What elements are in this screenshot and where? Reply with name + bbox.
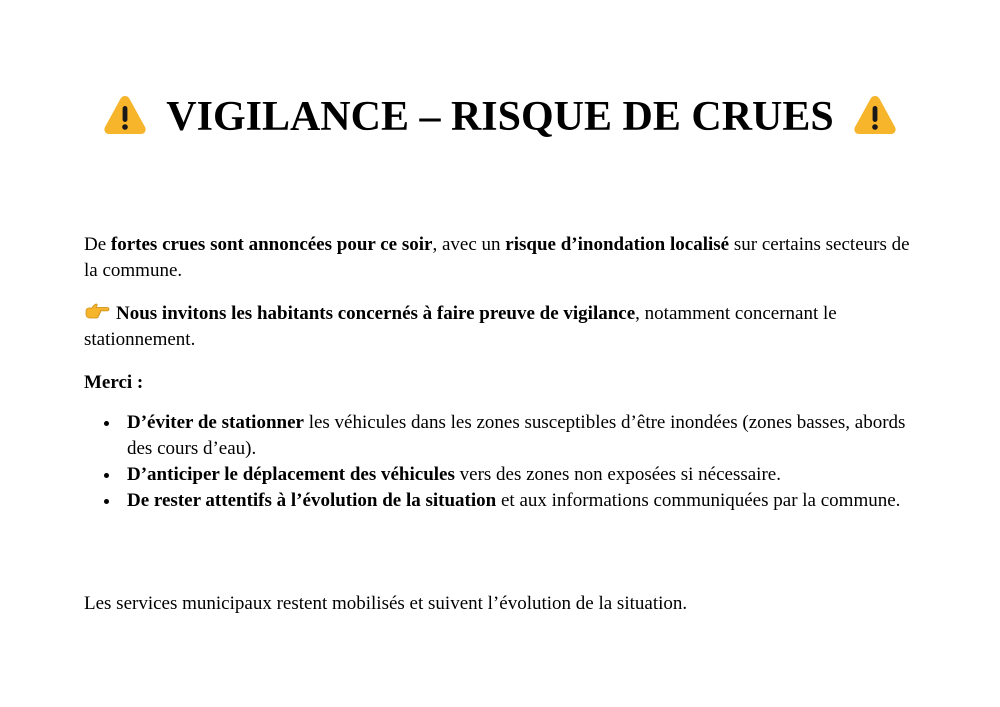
bullet-icon: [104, 473, 109, 478]
intro-text-3: sur certains secteurs de la commune.: [84, 234, 910, 281]
intro-bold-1: fortes crues sont annoncées pour ce soir: [110, 234, 433, 255]
bullet-icon: [104, 499, 109, 504]
list-item: [84, 462, 924, 488]
intro-text-1: De: [84, 234, 111, 255]
bullet-icon: [104, 421, 109, 426]
list-item-text: et aux informations communiquées par la commune.: [496, 490, 901, 511]
list-item-bold: D’anticiper le déplacement des véhicules: [127, 464, 455, 485]
intro-text-2: , avec un: [432, 234, 506, 255]
invite-paragraph: [84, 301, 924, 353]
invite-bold: Nous invitons les habitants concernés à faire preuve de vigilance: [116, 303, 636, 324]
closing-paragraph: Les services municipaux restent mobilisés et suivent l’évolution de la situation.: [84, 593, 688, 614]
list-item: [84, 410, 924, 462]
title-row: [0, 92, 1000, 142]
warning-icon: [102, 92, 148, 138]
document-body: [84, 232, 924, 514]
warning-icon: [852, 92, 898, 138]
recommendation-list: [84, 410, 924, 514]
list-item-bold: De rester attentifs à l’évolution de la situation: [127, 490, 497, 511]
list-item-text: les véhicules dans les zones susceptibles d’être inondées (zones basses, abords des cours d’eau).: [127, 412, 906, 459]
merci-label: Merci :: [84, 372, 144, 393]
list-item-bold: D’éviter de stationner: [127, 412, 304, 433]
pointing-hand-icon: [84, 302, 110, 322]
list-item: [84, 488, 924, 514]
intro-bold-2: risque d’inondation localisé: [505, 234, 730, 255]
invite-text: , notamment concernant le stationnement.: [84, 303, 837, 350]
page-title: VIGILANCE – RISQUE DE CRUES: [166, 94, 834, 140]
list-item-text: vers des zones non exposées si nécessaire.: [454, 464, 781, 485]
intro-paragraph: [84, 232, 924, 284]
